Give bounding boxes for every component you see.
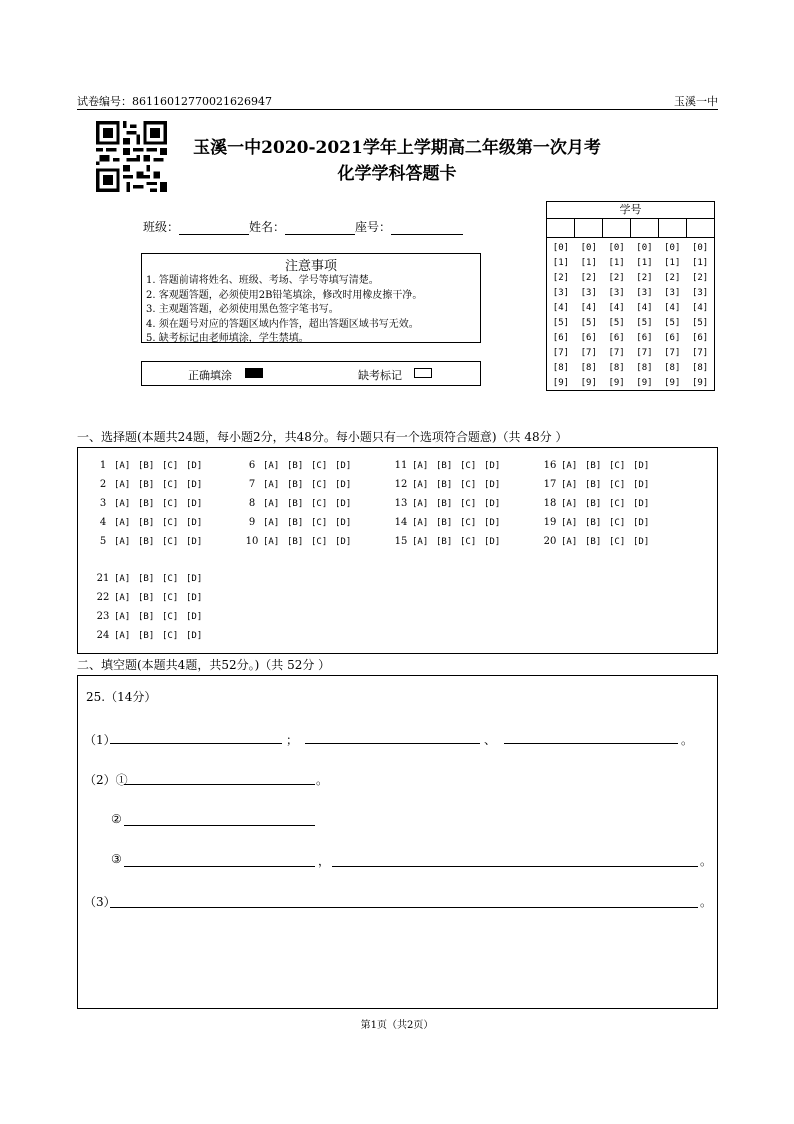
circle-3-label: ③	[111, 852, 122, 866]
page-footer: 第1页（共2页）	[360, 1020, 434, 1031]
option-bubble[interactable]: [C]	[162, 593, 179, 603]
option-bubble[interactable]: [D]	[186, 593, 203, 603]
id-digit-bubble[interactable]: [3]	[580, 288, 597, 298]
option-bubble[interactable]: [D]	[335, 480, 352, 490]
answer-line-2-2[interactable]	[124, 825, 315, 826]
class-field[interactable]	[179, 220, 249, 235]
option-bubble[interactable]: [A]	[114, 537, 131, 547]
option-bubble[interactable]: [A]	[561, 461, 578, 471]
period-mark: 。	[700, 895, 713, 909]
answer-line-1c[interactable]	[504, 743, 678, 744]
question-number: 11	[394, 460, 408, 471]
id-digit-bubble[interactable]: [9]	[608, 378, 625, 388]
option-bubble[interactable]: [C]	[311, 480, 328, 490]
id-digit-bubble[interactable]: [7]	[636, 348, 653, 358]
option-bubble[interactable]: [A]	[561, 499, 578, 509]
option-bubble[interactable]: [B]	[138, 461, 155, 471]
option-bubble[interactable]: [B]	[287, 518, 304, 528]
circle-2-label: ②	[111, 812, 122, 826]
notice-box	[141, 253, 481, 343]
section1-heading: 一、选择题(本题共24题，每小题2分，共48分。每小题只有一个选项符合题意)（共 48分 ）	[77, 430, 568, 444]
question-number: 10	[245, 536, 259, 547]
id-digit-bubble[interactable]: [3]	[691, 288, 709, 298]
question-number: 16	[543, 460, 557, 471]
option-bubble[interactable]: [C]	[162, 537, 179, 547]
fill-legend	[141, 361, 481, 386]
id-digit-bubble[interactable]: [0]	[636, 243, 653, 253]
exam-subtitle: 化学学科答题卡	[337, 164, 457, 184]
id-digit-bubble[interactable]: [6]	[608, 333, 625, 343]
period-mark: 。	[681, 733, 694, 747]
id-digit-bubble[interactable]: [7]	[691, 348, 709, 358]
option-bubble[interactable]: [D]	[335, 518, 352, 528]
option-bubble[interactable]: [D]	[484, 461, 501, 471]
option-bubble[interactable]: [C]	[460, 499, 477, 509]
question-number: 22	[96, 592, 110, 603]
option-bubble[interactable]: [A]	[561, 480, 578, 490]
option-bubble[interactable]: [B]	[287, 537, 304, 547]
student-info-fields	[143, 218, 463, 235]
option-bubble[interactable]: [C]	[311, 499, 328, 509]
choice-question-row	[539, 478, 657, 492]
choice-question-row	[92, 629, 210, 643]
choice-question-row	[241, 478, 359, 492]
id-digit-bubble[interactable]: [5]	[664, 318, 681, 328]
id-digit-bubble[interactable]: [8]	[552, 363, 570, 373]
option-bubble[interactable]: [D]	[186, 537, 203, 547]
option-bubble[interactable]: [A]	[263, 499, 280, 509]
choice-answer-area	[77, 447, 718, 654]
id-digit-bubble[interactable]: [7]	[580, 348, 597, 358]
option-bubble[interactable]: [B]	[287, 461, 304, 471]
id-digit-bubble[interactable]: [2]	[691, 273, 709, 283]
question-number: 15	[394, 536, 408, 547]
id-digit-bubble[interactable]: [0]	[608, 243, 625, 253]
option-bubble[interactable]: [A]	[114, 518, 131, 528]
question-number: 3	[99, 498, 107, 509]
question-number: 17	[543, 479, 557, 490]
choice-question-row	[390, 497, 508, 511]
option-bubble[interactable]: [B]	[585, 461, 602, 471]
id-digit-bubble[interactable]: [3]	[636, 288, 653, 298]
option-bubble[interactable]: [B]	[436, 461, 453, 471]
option-bubble[interactable]: [B]	[138, 631, 155, 641]
option-bubble[interactable]: [C]	[311, 537, 328, 547]
option-bubble[interactable]: [A]	[561, 537, 578, 547]
choice-question-row	[390, 535, 508, 549]
id-digit-bubble[interactable]: [0]	[552, 243, 570, 253]
id-digit-bubble[interactable]: [1]	[580, 258, 597, 268]
option-bubble[interactable]: [C]	[162, 612, 179, 622]
id-digit-bubble[interactable]: [7]	[552, 348, 570, 358]
paper-number: 试卷编号：86116012770021626947	[77, 95, 272, 108]
id-digit-bubble[interactable]: [5]	[691, 318, 709, 328]
option-bubble[interactable]: [D]	[186, 480, 203, 490]
choice-question-row	[92, 459, 210, 473]
id-digit-bubble[interactable]: [5]	[552, 318, 570, 328]
id-digit-bubble[interactable]: [8]	[580, 363, 597, 373]
option-bubble[interactable]: [B]	[585, 518, 602, 528]
option-bubble[interactable]: [B]	[436, 480, 453, 490]
choice-question-row	[241, 516, 359, 530]
id-cell[interactable]	[659, 219, 687, 237]
option-bubble[interactable]: [D]	[186, 518, 203, 528]
option-bubble[interactable]: [C]	[311, 461, 328, 471]
choice-question-row	[539, 535, 657, 549]
id-digit-bubble[interactable]: [7]	[664, 348, 681, 358]
part2-label: （2）①	[84, 773, 128, 787]
correct-fill-sample	[245, 368, 263, 378]
absent-mark-label: 缺考标记	[358, 369, 402, 382]
option-bubble[interactable]: [D]	[484, 499, 501, 509]
option-bubble[interactable]: [B]	[138, 480, 155, 490]
id-digit-bubble[interactable]: [5]	[580, 318, 597, 328]
choice-question-row	[241, 535, 359, 549]
id-digit-bubble[interactable]: [2]	[552, 273, 570, 283]
option-bubble[interactable]: [D]	[186, 612, 203, 622]
id-digit-bubble[interactable]: [8]	[691, 363, 709, 373]
part3-label: （3）	[84, 895, 116, 909]
id-cell[interactable]	[547, 219, 575, 237]
id-digit-bubble[interactable]: [2]	[580, 273, 597, 283]
id-digit-bubble[interactable]: [9]	[691, 378, 709, 388]
option-bubble[interactable]: [B]	[138, 537, 155, 547]
choice-question-row	[539, 516, 657, 530]
semicolon-mark: ；	[286, 733, 299, 747]
option-bubble[interactable]: [D]	[484, 537, 501, 547]
id-digit-bubble[interactable]: [2]	[608, 273, 625, 283]
option-bubble[interactable]: [D]	[633, 537, 650, 547]
option-bubble[interactable]: [C]	[162, 461, 179, 471]
id-digit-bubble[interactable]: [2]	[636, 273, 653, 283]
absent-mark-box[interactable]	[414, 368, 432, 378]
option-bubble[interactable]: [C]	[162, 499, 179, 509]
id-digit-bubble[interactable]: [2]	[664, 273, 681, 283]
question-number: 19	[543, 517, 557, 528]
option-bubble[interactable]: [C]	[162, 518, 179, 528]
name-field[interactable]	[285, 220, 355, 235]
id-digit-bubble[interactable]: [4]	[608, 303, 625, 313]
id-digit-bubble[interactable]: [8]	[664, 363, 681, 373]
option-bubble[interactable]: [A]	[561, 518, 578, 528]
question-number: 24	[96, 630, 110, 641]
name-label: 姓名：	[249, 220, 286, 234]
id-digit-bubble[interactable]: [6]	[691, 333, 709, 343]
option-bubble[interactable]: [B]	[138, 574, 155, 584]
student-id-bubbles	[547, 238, 714, 391]
option-bubble[interactable]: [A]	[114, 574, 131, 584]
id-digit-bubble[interactable]: [6]	[636, 333, 653, 343]
answer-line-2-3a[interactable]	[124, 866, 315, 867]
option-bubble[interactable]: [A]	[114, 593, 131, 603]
option-bubble[interactable]: [D]	[186, 631, 203, 641]
option-bubble[interactable]: [B]	[287, 480, 304, 490]
id-digit-bubble[interactable]: [6]	[552, 333, 570, 343]
option-bubble[interactable]: [B]	[585, 499, 602, 509]
choice-question-row	[539, 459, 657, 473]
id-digit-bubble[interactable]: [1]	[636, 258, 653, 268]
option-bubble[interactable]: [D]	[633, 499, 650, 509]
id-cell[interactable]	[631, 219, 659, 237]
choice-question-row	[390, 478, 508, 492]
id-digit-bubble[interactable]: [6]	[580, 333, 597, 343]
option-bubble[interactable]: [A]	[114, 499, 131, 509]
id-digit-bubble[interactable]: [6]	[664, 333, 681, 343]
question-number: 1	[99, 460, 107, 471]
option-bubble[interactable]: [C]	[609, 461, 626, 471]
choice-question-row	[92, 591, 210, 605]
option-bubble[interactable]: [C]	[609, 518, 626, 528]
fill-answer-area	[77, 675, 718, 1009]
id-digit-bubble[interactable]: [5]	[636, 318, 653, 328]
id-digit-bubble[interactable]: [5]	[608, 318, 625, 328]
option-bubble[interactable]: [A]	[263, 461, 280, 471]
comma-mark: ，	[318, 854, 331, 868]
id-digit-bubble[interactable]: [4]	[691, 303, 709, 313]
question-number: 20	[543, 536, 557, 547]
id-digit-bubble[interactable]: [8]	[608, 363, 625, 373]
option-bubble[interactable]: [C]	[609, 480, 626, 490]
option-bubble[interactable]: [A]	[412, 499, 429, 509]
id-digit-bubble[interactable]: [3]	[664, 288, 681, 298]
choice-question-row	[92, 516, 210, 530]
id-digit-bubble[interactable]: [7]	[608, 348, 625, 358]
option-bubble[interactable]: [D]	[335, 537, 352, 547]
id-digit-bubble[interactable]: [8]	[636, 363, 653, 373]
id-digit-bubble[interactable]: [9]	[664, 378, 681, 388]
question-number: 8	[248, 498, 256, 509]
id-digit-bubble[interactable]: [3]	[552, 288, 570, 298]
question-number: 5	[99, 536, 107, 547]
id-digit-bubble[interactable]: [0]	[664, 243, 681, 253]
option-bubble[interactable]: [D]	[484, 518, 501, 528]
notice-item: 4. 须在题号对应的答题区域内作答，超出答题区域书写无效。	[146, 318, 419, 330]
option-bubble[interactable]: [D]	[186, 499, 203, 509]
option-bubble[interactable]: [A]	[114, 461, 131, 471]
id-digit-bubble[interactable]: [9]	[636, 378, 653, 388]
correct-fill-label: 正确填涂	[188, 369, 232, 382]
student-id-grid	[546, 201, 715, 391]
option-bubble[interactable]: [C]	[162, 574, 179, 584]
option-bubble[interactable]: [A]	[412, 518, 429, 528]
question-number: 18	[543, 498, 557, 509]
question-number: 7	[248, 479, 256, 490]
choice-question-row	[390, 459, 508, 473]
option-bubble[interactable]: [D]	[633, 480, 650, 490]
choice-question-row	[241, 497, 359, 511]
option-bubble[interactable]: [A]	[412, 461, 429, 471]
id-digit-bubble[interactable]: [1]	[552, 258, 570, 268]
id-digit-bubble[interactable]: [4]	[552, 303, 570, 313]
option-bubble[interactable]: [B]	[585, 537, 602, 547]
class-label: 班级：	[143, 220, 180, 234]
option-bubble[interactable]: [B]	[287, 499, 304, 509]
notice-item: 5. 缺考标记由老师填涂，学生禁填。	[146, 333, 309, 344]
option-bubble[interactable]: [A]	[114, 631, 131, 641]
id-digit-bubble[interactable]: [3]	[608, 288, 625, 298]
option-bubble[interactable]: [B]	[138, 593, 155, 603]
school-name: 玉溪一中	[674, 95, 718, 108]
notice-item: 2. 客观题答题，必须使用2B铅笔填涂，修改时用橡皮擦干净。	[146, 289, 423, 301]
choice-question-row	[92, 497, 210, 511]
question-number: 2	[99, 479, 107, 490]
seat-label: 座号：	[355, 220, 392, 234]
choice-question-row	[539, 497, 657, 511]
option-bubble[interactable]: [C]	[162, 631, 179, 641]
option-bubble[interactable]: [D]	[335, 499, 352, 509]
id-digit-bubble[interactable]: [0]	[691, 243, 709, 253]
choice-question-row	[92, 478, 210, 492]
id-digit-bubble[interactable]: [9]	[552, 378, 570, 388]
section2-heading: 二、填空题(本题共4题，共52分。)（共 52分 ）	[77, 658, 331, 672]
option-bubble[interactable]: [D]	[633, 518, 650, 528]
answer-line-1b[interactable]	[305, 743, 480, 744]
id-digit-bubble[interactable]: [1]	[608, 258, 625, 268]
period-mark: 。	[316, 773, 329, 787]
option-bubble[interactable]: [B]	[138, 518, 155, 528]
option-bubble[interactable]: [C]	[460, 461, 477, 471]
id-digit-bubble[interactable]: [9]	[580, 378, 597, 388]
option-bubble[interactable]: [A]	[263, 480, 280, 490]
option-bubble[interactable]: [B]	[138, 612, 155, 622]
period-mark: 。	[700, 854, 713, 868]
answer-line-1a[interactable]	[110, 743, 282, 744]
choice-question-row	[92, 535, 210, 549]
option-bubble[interactable]: [A]	[412, 537, 429, 547]
option-bubble[interactable]: [B]	[436, 518, 453, 528]
question-number: 6	[248, 460, 256, 471]
option-bubble[interactable]: [C]	[609, 499, 626, 509]
choice-question-row	[390, 516, 508, 530]
option-bubble[interactable]: [C]	[460, 480, 477, 490]
question-number: 21	[96, 573, 110, 584]
option-bubble[interactable]: [A]	[412, 480, 429, 490]
option-bubble[interactable]: [B]	[436, 537, 453, 547]
answer-line-3[interactable]	[110, 907, 698, 908]
student-id-title: 学号	[547, 202, 714, 219]
option-bubble[interactable]: [A]	[114, 480, 131, 490]
part1-label: （1）	[84, 733, 116, 747]
id-digit-bubble[interactable]: [0]	[580, 243, 597, 253]
question-number: 14	[394, 517, 408, 528]
option-bubble[interactable]: [A]	[263, 518, 280, 528]
id-cell[interactable]	[575, 219, 603, 237]
choice-question-row	[92, 572, 210, 586]
answer-line-2-3b[interactable]	[332, 866, 698, 867]
header-rule	[77, 109, 718, 110]
option-bubble[interactable]: [C]	[460, 537, 477, 547]
option-bubble[interactable]: [D]	[335, 461, 352, 471]
option-bubble[interactable]: [B]	[585, 480, 602, 490]
choice-question-row	[92, 610, 210, 624]
question-number: 9	[248, 517, 256, 528]
id-cell[interactable]	[687, 219, 714, 237]
option-bubble[interactable]: [D]	[186, 574, 203, 584]
id-digit-bubble[interactable]: [4]	[580, 303, 597, 313]
option-bubble[interactable]: [B]	[436, 499, 453, 509]
option-bubble[interactable]: [A]	[263, 537, 280, 547]
question-25-title: 25.（14分）	[86, 690, 157, 704]
notice-item: 1. 答题前请将姓名、班级、考场、学号等填写清楚。	[146, 275, 379, 286]
comma-mark: 、	[484, 733, 497, 747]
notice-item: 3. 主观题答题，必须使用黑色签字笔书写。	[146, 304, 339, 315]
id-digit-bubble[interactable]: [1]	[691, 258, 709, 268]
option-bubble[interactable]: [C]	[311, 518, 328, 528]
id-cell[interactable]	[603, 219, 631, 237]
option-bubble[interactable]: [A]	[114, 612, 131, 622]
answer-line-2-1[interactable]	[124, 784, 315, 785]
option-bubble[interactable]: [C]	[609, 537, 626, 547]
id-digit-bubble[interactable]: [1]	[664, 258, 681, 268]
option-bubble[interactable]: [D]	[186, 461, 203, 471]
notice-title: 注意事项	[284, 259, 337, 274]
question-number: 23	[96, 611, 110, 622]
seat-field[interactable]	[391, 220, 463, 235]
option-bubble[interactable]: [B]	[138, 499, 155, 509]
id-digit-bubble[interactable]: [4]	[664, 303, 681, 313]
option-bubble[interactable]: [D]	[633, 461, 650, 471]
exam-title: 玉溪一中2020-2021学年上学期高二年级第一次月考	[193, 138, 601, 158]
choice-question-row	[241, 459, 359, 473]
question-number: 13	[394, 498, 408, 509]
option-bubble[interactable]: [D]	[484, 480, 501, 490]
option-bubble[interactable]: [C]	[460, 518, 477, 528]
question-number: 12	[394, 479, 408, 490]
option-bubble[interactable]: [C]	[162, 480, 179, 490]
student-id-write-cells	[547, 219, 714, 238]
id-digit-bubble[interactable]: [4]	[636, 303, 653, 313]
question-number: 4	[99, 517, 107, 528]
